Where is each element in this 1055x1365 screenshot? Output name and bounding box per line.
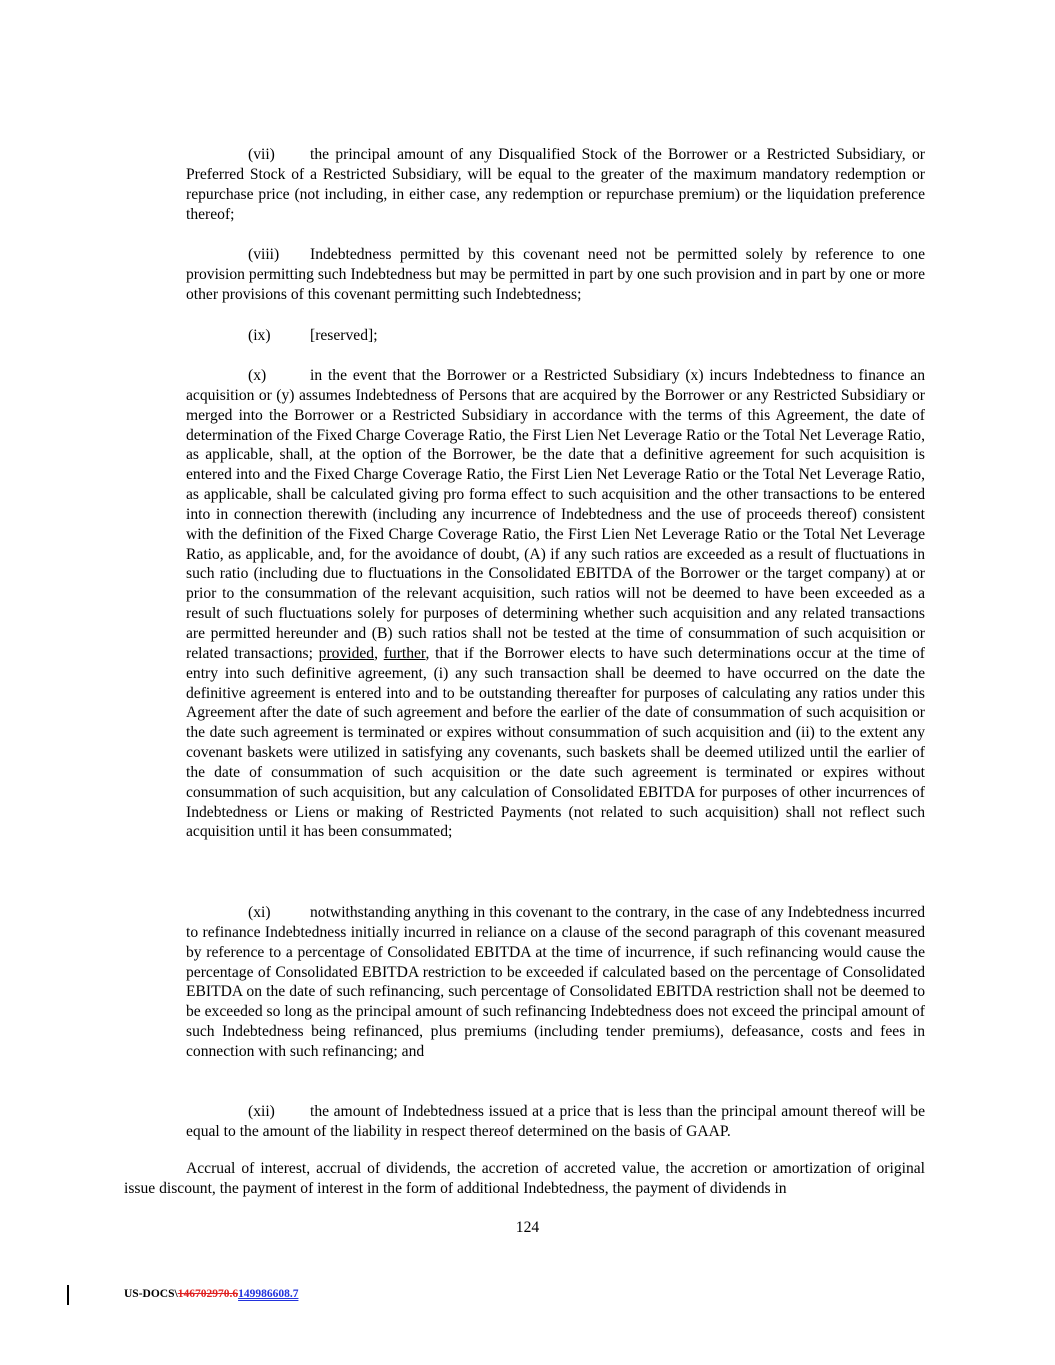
- clause-text: Indebtedness permitted by this covenant need not be permitted solely by reference to one provision permitting such Indebtedness but may be permitted in part by one such provision and in part by one or more other provisions of this covenant permitting such Indebtedness;: [186, 246, 925, 303]
- clause-text: [reserved];: [310, 327, 378, 344]
- clause-xii: [186, 1102, 925, 1142]
- provided-term: provided: [318, 644, 375, 662]
- change-bar: [67, 1285, 69, 1305]
- clause-text: the principal amount of any Disqualified Stock of the Borrower or a Restricted Subsidiary, or Preferred Stock of a Restricted Subsidiary, will be equal to the greater of the maximum mandatory redemption or repurchase price (not including, in either case, any redemption or repurchase premium) or the liquidation preference thereof;: [186, 146, 925, 223]
- clause-vii: [186, 145, 925, 224]
- clause-text: notwithstanding anything in this covenant to the contrary, in the case of any Indebtedness incurred to refinance Indebtedness initially incurred in reliance on a clause of the second paragraph of this covenant measured by reference to a percentage of Consolidated EBITDA at the time of incurrence, if such refinancing would cause the percentage of Consolidated EBITDA restriction to be exceeded if calculated based on the percentage of Consolidated EBITDA on the date of such refinancing, such percentage of Consolidated EBITDA restriction shall not be deemed to be exceeded so long as the principal amount of such refinancing Indebtedness does not exceed the principal amount of such Indebtedness being refinanced, plus premiums (including tender premiums), defeasance, costs and fees in connection with such refinancing; and: [186, 904, 925, 1060]
- clause-ix: [186, 326, 925, 346]
- clause-number: (xi): [248, 904, 271, 921]
- clause-number: (vii): [248, 146, 275, 163]
- clause-number: (x): [248, 367, 267, 384]
- clause-number: (viii): [248, 246, 280, 263]
- doc-id-prefix: US-DOCS\: [124, 1288, 178, 1300]
- clause-x: [186, 366, 925, 842]
- accrual-paragraph: Accrual of interest, accrual of dividends, the accretion of accreted value, the accretion or amortization of original issue discount, the payment of interest in the form of additional Indebtedness, the payment of dividends in: [124, 1160, 925, 1197]
- document-id-footer: [124, 1288, 298, 1300]
- clause-viii: [186, 245, 925, 305]
- further-term: further: [383, 644, 426, 662]
- clause-number: (ix): [248, 327, 271, 344]
- clause-number: (xii): [248, 1103, 275, 1120]
- inserted-doc-id: 149986608.7: [238, 1288, 299, 1300]
- page-number: 124: [515, 1219, 540, 1236]
- clause-xi: [186, 903, 925, 1062]
- clause-text: the amount of Indebtedness issued at a price that is less than the principal amount thereof will be equal to the amount of the liability in respect thereof determined on the basis of GAAP.: [186, 1103, 925, 1140]
- deleted-doc-id: 146702970.6: [177, 1288, 239, 1300]
- clause-text-part-b: , that if the Borrower elects to have such determinations occur at the time of entry into such definitive agreement, (i) any such transaction shall be deemed to have occurred on the date the definitive agreement is entered into and to be outstanding thereafter for purposes of calculating any ratios under this Agreement after the date of such agreement and before the earlier of the date of consummation of such acquisition or the date such agreement is terminated or expires without consummation of such acquisition and (ii) to the extent any covenant baskets were utilized in satisfying any covenants, such baskets shall be deemed utilized until the earlier of the date of consummation of such acquisition or the date such agreement is terminated or expires without consummation of such acquisition, but any calculation of Consolidated EBITDA for purposes of other incurrences of Indebtedness or Liens or making of Restricted Payments (not related to such acquisition) shall not reflect such acquisition until it has been consummated;: [186, 644, 925, 841]
- term-separator: ,: [374, 644, 384, 662]
- clause-text-part-a: in the event that the Borrower or a Restricted Subsidiary (x) incurs Indebtedness to finance an acquisition or (y) assumes Indebtedness of Persons that are acquired by the Borrower or any Restricted Subsidiary or merged into the Borrower or a Restricted Subsidiary in accordance with the terms of this Agreement, the date of determination of the Fixed Charge Coverage Ratio, the First Lien Net Leverage Ratio or the Total Net Leverage Ratio, as applicable, shall, at the option of the Borrower, be the date that a definitive agreement for such acquisition is entered into and the Fixed Charge Coverage Ratio, the First Lien Net Leverage Ratio or the Total Net Leverage Ratio, as applicable, shall be calculated giving pro forma effect to such acquisition and the other transactions to be entered into in connection therewith (including any incurrence of Indebtedness and the use of proceeds thereof) consistent with the definition of the Fixed Charge Coverage Ratio, the First Lien Net Leverage Ratio or the Total Net Leverage Ratio, as applicable, and, for the avoidance of doubt, (A) if any such ratios are exceeded as a result of fluctuations in such ratio (including due to fluctuations in the Consolidated EBITDA of the Borrower or the target company) at or prior to the consummation of the relevant acquisition, such ratios will not be deemed to have been exceeded as a result of such fluctuations solely for purposes of determining whether such acquisition and any related transactions are permitted hereunder and (B) such ratios shall not be tested at the time of consummation of such acquisition or related transactions;: [186, 367, 925, 662]
